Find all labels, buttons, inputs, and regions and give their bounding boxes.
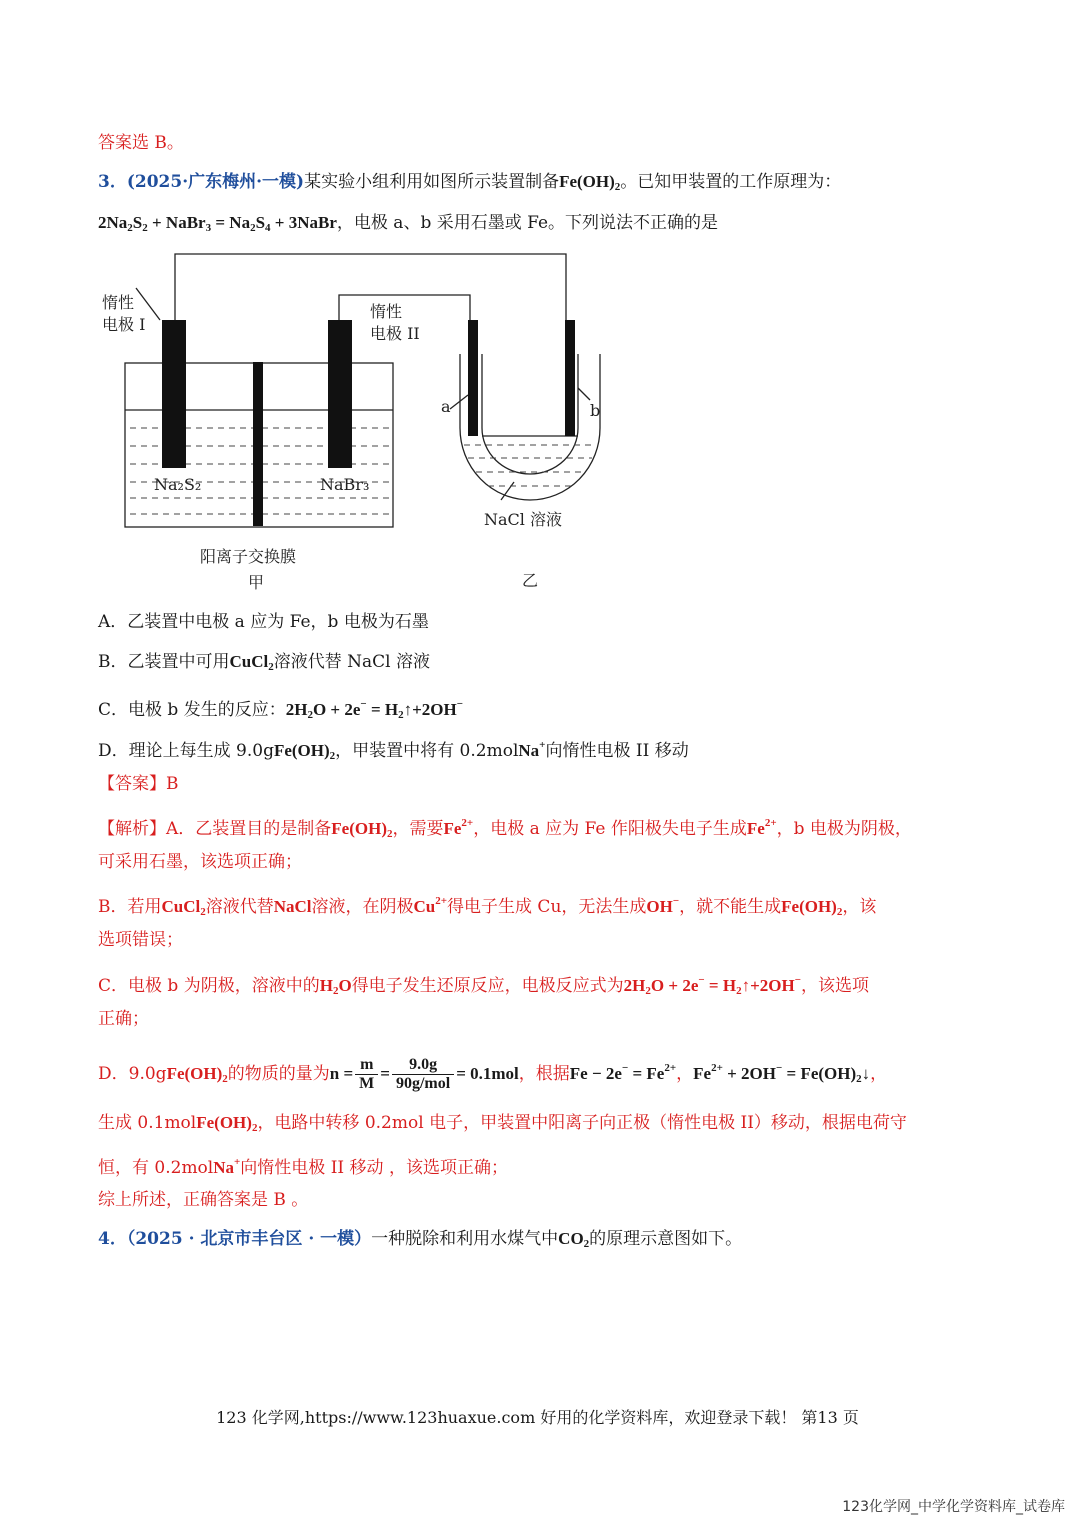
option-c: C．电极 b 发生的反应：$2H_2O + 2e^-$ = $H_2↑+2OH^-$ <box>98 698 464 721</box>
option-b: B．乙装置中可用CuCl$_2$溶液代替 NaCl 溶液 <box>98 652 430 673</box>
watermark: 123化学网_中学化学资料库_试卷库 <box>842 1499 1065 1515</box>
electrolysis-apparatus-diagram <box>96 250 606 595</box>
svg-text:Na₂S₂: Na₂S₂ <box>154 475 202 494</box>
analysis-line-1: 【解析】A．乙装置目的是制备$Fe(OH)_2$，需要$Fe^{2+}$，电极 a 应为 Fe 作阳极失电子生成$Fe^{2+}$，b 电极为阴极， <box>98 817 912 840</box>
svg-text:甲: 甲 <box>248 573 265 592</box>
u-tube-inner <box>482 354 578 474</box>
svg-text:电极 II: 电极 II <box>370 324 420 343</box>
cation-exchange-membrane <box>253 362 263 526</box>
option-a: A．乙装置中电极 a 应为 Fe，b 电极为石墨 <box>98 612 429 632</box>
page-footer: 123 化学网,https://www.123huaxue.com 好用的化学资料库，欢迎登录下载！ 第13 页 <box>216 1408 859 1427</box>
option-d: D．理论上每生成 $9.0gFe(OH)_2$，甲装置中将有 0.2molNa+向惰性电极 II 移动 <box>98 739 689 762</box>
electrode-a <box>468 320 478 436</box>
question-3-equation-line: $2Na_2S_2$ + NaBr$_3$ = $Na_2S_4$ + 3NaBr，电极 a、b 采用石墨或 Fe。下列说法不正确的是 <box>98 213 719 234</box>
question-3-stem: 3．(2025·广东梅州·一模)某实验小组利用如图所示装置制备$Fe(OH)_2$。已知甲装置的工作原理为： <box>98 172 842 193</box>
u-tube-outer <box>460 354 600 500</box>
analysis-line-3: B．若用CuCl$_2$溶液代替NaCl溶液，在阴极$Cu^{2+}$得电子生成 Cu，无法生成OH−，就不能生成$Fe(OH)_2$，该 <box>98 895 877 918</box>
electrode-1 <box>162 320 186 468</box>
previous-answer: 答案选 B。 <box>98 133 184 153</box>
analysis-line-9: 恒，有 0.2molNa+向惰性电极 II 移动 ，该选项正确； <box>98 1156 508 1178</box>
question-4-stem: 4．（2025 · 北京市丰台区 · 一模）一种脱除和利用水煤气中$CO_2$的原理示意图如下。 <box>98 1229 743 1250</box>
svg-text:惰性: 惰性 <box>102 293 135 312</box>
svg-text:NaCl 溶液: NaCl 溶液 <box>484 510 562 529</box>
svg-text:NaBr₃: NaBr₃ <box>320 475 370 494</box>
answer-label: 【答案】B <box>98 774 179 794</box>
question-source: (2025·广东梅州·一模) <box>126 172 305 192</box>
analysis-line-4: 选项错误； <box>98 930 183 950</box>
analysis-line-7: D．$9.0gFe(OH)_2$的物质的量为n = $\frac{m}{M}$ = $\frac{9.0g}{\text{90g/mol}}$ = 0.1mol，根据$Fe - 2e^- = Fe^{2+}$，$Fe^{2+} + 2OH^-$ = $Fe(OH)_2↓$， <box>98 1056 888 1092</box>
analysis-conclusion: 综上所述，正确答案是 B 。 <box>98 1190 309 1210</box>
question-number: 3． <box>98 172 127 192</box>
question-source: （2025 · 北京市丰台区 · 一模） <box>126 1229 372 1249</box>
svg-text:电极 I: 电极 I <box>102 315 146 334</box>
electrode-2 <box>328 320 352 468</box>
svg-text:a: a <box>441 397 451 416</box>
inner-wire <box>339 295 470 320</box>
analysis-line-6: 正确； <box>98 1009 149 1029</box>
question-number: 4． <box>98 1229 127 1249</box>
reaction-equation: $2Na_2S_2$ + NaBr$_3$ = $Na_2S_4$ + 3NaBr <box>98 213 337 234</box>
analysis-line-8: 生成 $0.1molFe(OH)_2$，电路中转移 0.2mol 电子，甲装置中阳离子向正极（惰性电极 II）移动，根据电荷守 <box>98 1113 907 1134</box>
electrode-b <box>565 320 575 436</box>
analysis-line-5: C．电极 b 为阴极，溶液中的$H_2O$得电子发生还原反应，电极反应式为$2H_2O + 2e^-$ = $H_2↑+2OH^-$，该选项 <box>98 974 869 997</box>
svg-text:b: b <box>590 401 601 420</box>
svg-text:阳离子交换膜: 阳离子交换膜 <box>200 547 297 566</box>
svg-text:惰性: 惰性 <box>370 302 403 321</box>
svg-text:乙: 乙 <box>522 571 539 590</box>
analysis-line-2: 可采用石墨，该选项正确； <box>98 852 302 872</box>
